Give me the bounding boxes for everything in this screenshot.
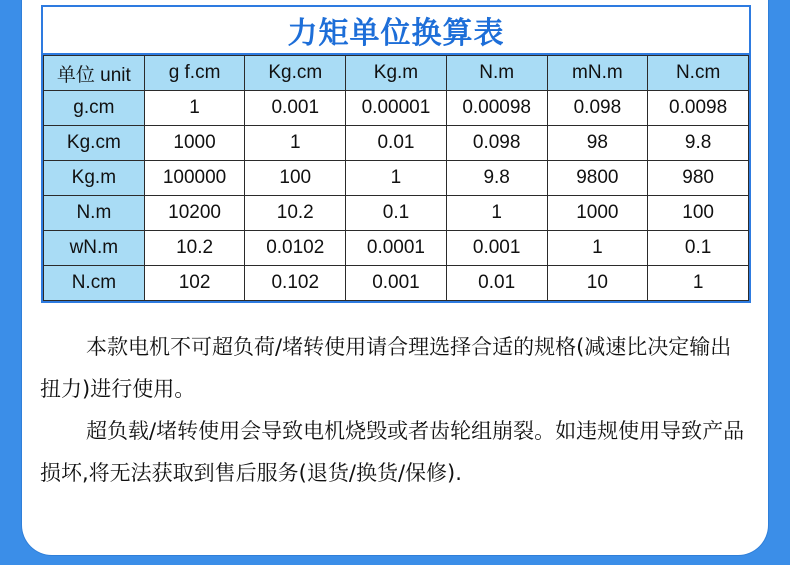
- table-row: [44, 266, 749, 301]
- row-unit-cell: Kg.m: [44, 161, 145, 196]
- table-cell: 0.00001: [346, 91, 447, 126]
- table-cell: 980: [648, 161, 749, 196]
- table-cell: 10.2: [144, 231, 245, 266]
- table-title-row: [43, 7, 749, 55]
- table-cell: 0.098: [446, 126, 547, 161]
- table-header-row: [44, 56, 749, 91]
- header-cell: Kg.cm: [245, 56, 346, 91]
- table-cell: 9800: [547, 161, 648, 196]
- table-row: [44, 161, 749, 196]
- header-cell: N.cm: [648, 56, 749, 91]
- note-paragraph: 本款电机不可超负荷/堵转使用请合理选择合适的规格(减速比决定输出扭力)进行使用。: [40, 335, 732, 401]
- row-unit-cell: N.m: [44, 196, 145, 231]
- table-row: [44, 126, 749, 161]
- table-cell: 0.0001: [346, 231, 447, 266]
- header-cell: g f.cm: [144, 56, 245, 91]
- table-cell: 0.00098: [446, 91, 547, 126]
- table-cell: 100000: [144, 161, 245, 196]
- table-row: [44, 91, 749, 126]
- conversion-table-panel: [41, 5, 751, 303]
- table-cell: 1: [547, 231, 648, 266]
- table-cell: 10200: [144, 196, 245, 231]
- row-unit-cell: N.cm: [44, 266, 145, 301]
- table-cell: 0.01: [346, 126, 447, 161]
- table-cell: 0.001: [245, 91, 346, 126]
- table-cell: 1000: [547, 196, 648, 231]
- row-unit-cell: Kg.cm: [44, 126, 145, 161]
- header-cell: mN.m: [547, 56, 648, 91]
- table-cell: 10: [547, 266, 648, 301]
- table-cell: 0.102: [245, 266, 346, 301]
- usage-notes: [40, 326, 746, 494]
- table-cell: 0.01: [446, 266, 547, 301]
- table-cell: 1: [245, 126, 346, 161]
- table-cell: 0.098: [547, 91, 648, 126]
- table-cell: 0.001: [446, 231, 547, 266]
- table-cell: 98: [547, 126, 648, 161]
- header-cell: Kg.m: [346, 56, 447, 91]
- table-title: 力矩单位换算表: [287, 16, 505, 51]
- table-cell: 9.8: [648, 126, 749, 161]
- table-cell: 1000: [144, 126, 245, 161]
- table-cell: 0.0102: [245, 231, 346, 266]
- table-cell: 1: [144, 91, 245, 126]
- table-cell: 0.001: [346, 266, 447, 301]
- table-cell: 0.1: [346, 196, 447, 231]
- table-cell: 1: [346, 161, 447, 196]
- table-cell: 0.0098: [648, 91, 749, 126]
- table-cell: 102: [144, 266, 245, 301]
- table-cell: 0.1: [648, 231, 749, 266]
- table-row: [44, 231, 749, 266]
- torque-conversion-table: [43, 55, 749, 301]
- table-cell: 100: [245, 161, 346, 196]
- row-unit-cell: wN.m: [44, 231, 145, 266]
- note-paragraph: 超负载/堵转使用会导致电机烧毁或者齿轮组崩裂。如违规使用导致产品损坏,将无法获取到售后服务(退货/换货/保修).: [40, 419, 745, 485]
- header-cell: N.m: [446, 56, 547, 91]
- header-cell: 单位 unit: [44, 56, 145, 91]
- table-cell: 1: [446, 196, 547, 231]
- table-cell: 9.8: [446, 161, 547, 196]
- row-unit-cell: g.cm: [44, 91, 145, 126]
- table-cell: 1: [648, 266, 749, 301]
- table-cell: 10.2: [245, 196, 346, 231]
- table-cell: 100: [648, 196, 749, 231]
- table-row: [44, 196, 749, 231]
